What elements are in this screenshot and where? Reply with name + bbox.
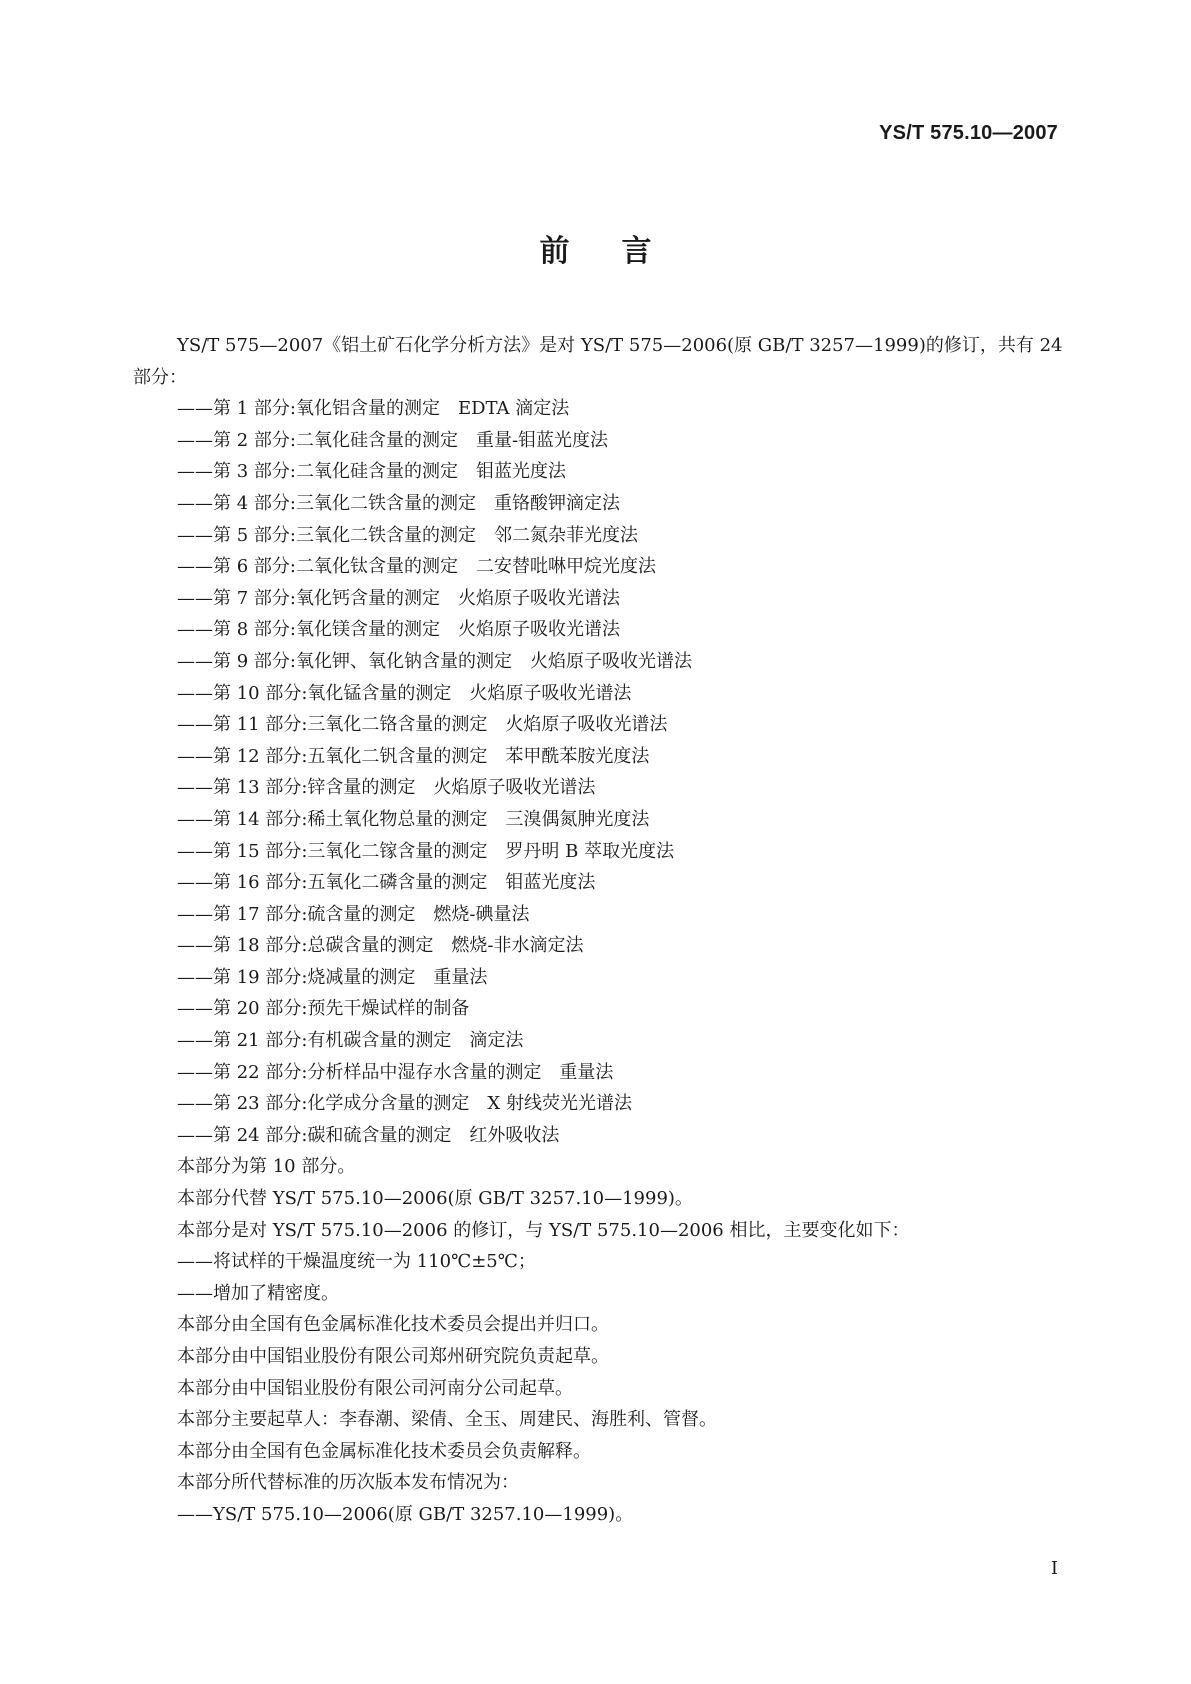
list-item: ——第 3 部分:二氧化硅含量的测定 钼蓝光度法 (177, 461, 566, 483)
paragraph: 本部分为第 10 部分。 (177, 1156, 356, 1178)
list-item: ——第 18 部分:总碳含量的测定 燃烧-非水滴定法 (177, 935, 584, 957)
paragraph: 本部分所代替标准的历次版本发布情况为： (177, 1472, 519, 1494)
paragraph: 本部分由中国铝业股份有限公司郑州研究院负责起草。 (177, 1346, 609, 1367)
paragraph: ——增加了精密度。 (177, 1282, 339, 1304)
list-item: ——第 5 部分:三氧化二铁含量的测定 邻二氮杂菲光度法 (177, 524, 638, 546)
paragraph: 本部分是对 YS/T 575.10—2006 的修订，与 YS/T 575.10—2006 相比，主要变化如下： (177, 1219, 910, 1241)
list-item: ——第 17 部分:硫含量的测定 燃烧-碘量法 (177, 903, 530, 925)
paragraph: ——将试样的干燥温度统一为 110℃±5℃； (177, 1251, 536, 1273)
list-item: ——第 14 部分:稀土氧化物总量的测定 三溴偶氮胂光度法 (177, 808, 650, 830)
list-item: ——第 11 部分:三氧化二铬含量的测定 火焰原子吸收光谱法 (177, 714, 668, 736)
paragraph: 本部分由中国铝业股份有限公司河南分公司起草。 (177, 1377, 573, 1399)
list-item: ——第 9 部分:氧化钾、氧化钠含量的测定 火焰原子吸收光谱法 (177, 650, 692, 672)
paragraph: 本部分主要起草人：李春潮、梁倩、全玉、周建民、海胜利、管督。 (177, 1409, 717, 1431)
list-item: ——第 12 部分:五氧化二钒含量的测定 苯甲酰苯胺光度法 (177, 745, 650, 767)
paragraph: ——YS/T 575.10—2006(原 GB/T 3257.10—1999)。 (177, 1503, 634, 1525)
paragraph: 本部分由全国有色金属标准化技术委员会提出并归口。 (177, 1314, 609, 1336)
list-item: ——第 1 部分:氧化铝含量的测定 EDTA 滴定法 (177, 398, 570, 420)
list-item: ——第 16 部分:五氧化二磷含量的测定 钼蓝光度法 (177, 872, 596, 894)
list-item: ——第 24 部分:碳和硫含量的测定 红外吸收法 (177, 1124, 560, 1146)
list-item: ——第 13 部分:锌含量的测定 火焰原子吸收光谱法 (177, 777, 596, 799)
list-item: ——第 6 部分:二氧化钛含量的测定 二安替吡啉甲烷光度法 (177, 556, 656, 578)
page-title: 前言 (539, 234, 704, 269)
list-item: ——第 22 部分:分析样品中湿存水含量的测定 重量法 (177, 1061, 614, 1083)
parts-list (133, 393, 1073, 1151)
list-item: ——第 2 部分:二氧化硅含量的测定 重量-钼蓝光度法 (177, 429, 609, 451)
list-item: ——第 4 部分:三氧化二铁含量的测定 重铬酸钾滴定法 (177, 492, 620, 514)
list-item: ——第 19 部分:烧减量的测定 重量法 (177, 966, 488, 988)
paragraph: 本部分代替 YS/T 575.10—2006(原 GB/T 3257.10—1999)。 (177, 1188, 693, 1210)
list-item: ——第 23 部分:化学成分含量的测定 X 射线荧光光谱法 (177, 1093, 632, 1115)
intro-paragraph: YS/T 575—2007《铝土矿石化学分析方法》是对 YS/T 575—2006(原 GB/T 3257—1999)的修订，共有 24 部分： (133, 335, 1063, 388)
list-item: ——第 20 部分:预先干燥试样的制备 (177, 998, 470, 1020)
list-item: ——第 21 部分:有机碳含量的测定 滴定法 (177, 1030, 524, 1052)
list-item: ——第 15 部分:三氧化二镓含量的测定 罗丹明 B 萃取光度法 (177, 840, 675, 862)
list-item: ——第 10 部分:氧化锰含量的测定 火焰原子吸收光谱法 (177, 682, 632, 704)
paragraph: 本部分由全国有色金属标准化技术委员会负责解释。 (177, 1440, 591, 1462)
list-item: ——第 7 部分:氧化钙含量的测定 火焰原子吸收光谱法 (177, 587, 620, 609)
document-body (133, 330, 1073, 1531)
list-item: ——第 8 部分:氧化镁含量的测定 火焰原子吸收光谱法 (177, 619, 620, 641)
standard-code: YS/T 575.10—2007 (879, 122, 1058, 144)
page-number: I (1050, 1558, 1058, 1579)
